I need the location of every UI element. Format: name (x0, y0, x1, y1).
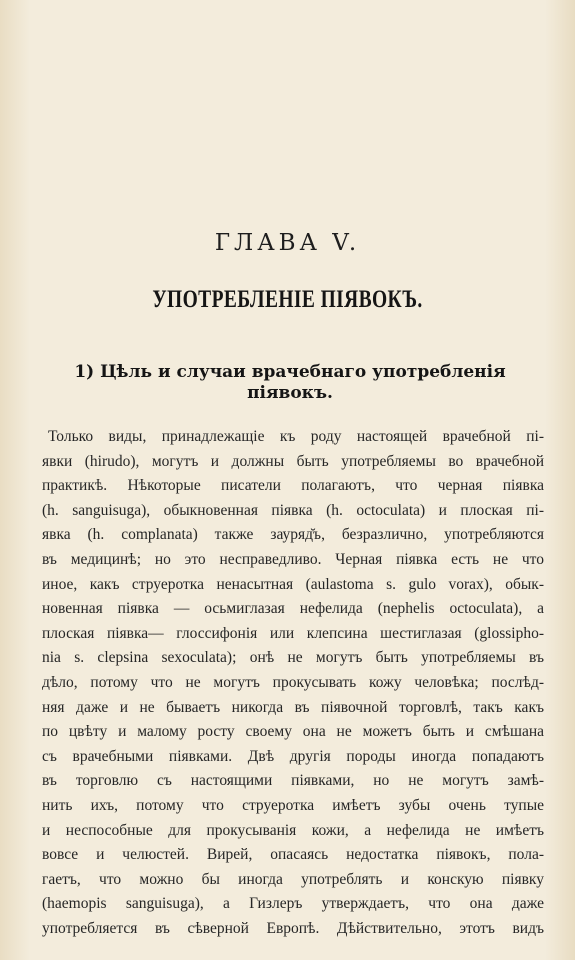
text-line: въ медицинѣ; но это несправедливо. Черная піявка есть не что (42, 550, 544, 568)
text-line: няя даже и не бываетъ никогда въ піявочной торговлѣ, такъ какъ (42, 698, 544, 716)
text-line: съ врачебными піявками. Двѣ другія породы иногда попадаютъ (42, 747, 544, 765)
text-line: новенная піявка — осьмиглазая нефелида (nephelis octoculata), а (42, 600, 544, 618)
text-line: (h. sanguisuga), обыкновенная піявка (h. octoculata) и плоская пі- (42, 501, 544, 519)
text-line: явки (hirudo), могутъ и должны быть употребляемы во врачебной (42, 452, 544, 470)
section-heading-line-1: 1) Цѣль и случаи врачебнаго употребленія (74, 362, 506, 382)
text-line: нить ихъ, потому что струеротка имѣетъ зубы очень тупые (42, 796, 544, 814)
text-line: (haemopis sanguisuga), а Гизлеръ утверждаетъ, что она даже (42, 895, 544, 913)
section-heading-line-2: піявокъ. (247, 383, 333, 403)
chapter-heading: ГЛАВА V. (214, 230, 361, 256)
text-line: плоская піявка— глоссифонія или клепсина шестиглазая (glossipho- (42, 624, 544, 642)
text-line: по цвѣту и малому росту своему она не можетъ быть и смѣшана (42, 723, 544, 741)
text-line: явка (h. complanata) также зауряд̆ъ, безразлично, употребляются (42, 526, 544, 544)
text-line: практикѣ. Нѣкоторые писатели полагаютъ, что черная піявка (42, 477, 544, 495)
section-heading (30, 362, 550, 404)
text-line: гаетъ, что можно бы иногда употреблять и конскую піявку (42, 870, 544, 888)
text-line: употребляется въ сѣверной Европѣ. Дѣйствительно, этотъ видъ (42, 919, 544, 937)
text-line: nia s. clepsina sexoculata); онѣ не могутъ быть употребляемы въ (42, 649, 544, 667)
text-line: Только виды, принадлежащіе къ роду настоящей врачебной пі- (48, 428, 544, 445)
text-line: дѣло, потому что не могутъ прокусывать кожу человѣка; послѣд- (42, 673, 544, 691)
text-line: въ торговлю съ настоящими піявками, но не могутъ замѣ- (42, 772, 544, 790)
chapter-title: УПОТРЕБЛЕНІЕ ПІЯВОКЪ. (152, 286, 423, 313)
text-line: и неспособные для прокусыванія кожи, а нефелида не имѣетъ (42, 821, 544, 839)
text-line: вовсе и челюстей. Вирей, опасаясь недостатка піявокъ, пола- (42, 846, 544, 864)
text-line: иное, какъ струеротка ненасытная (aulastoma s. gulo vorax), обык- (42, 575, 544, 593)
body-text (42, 425, 544, 941)
